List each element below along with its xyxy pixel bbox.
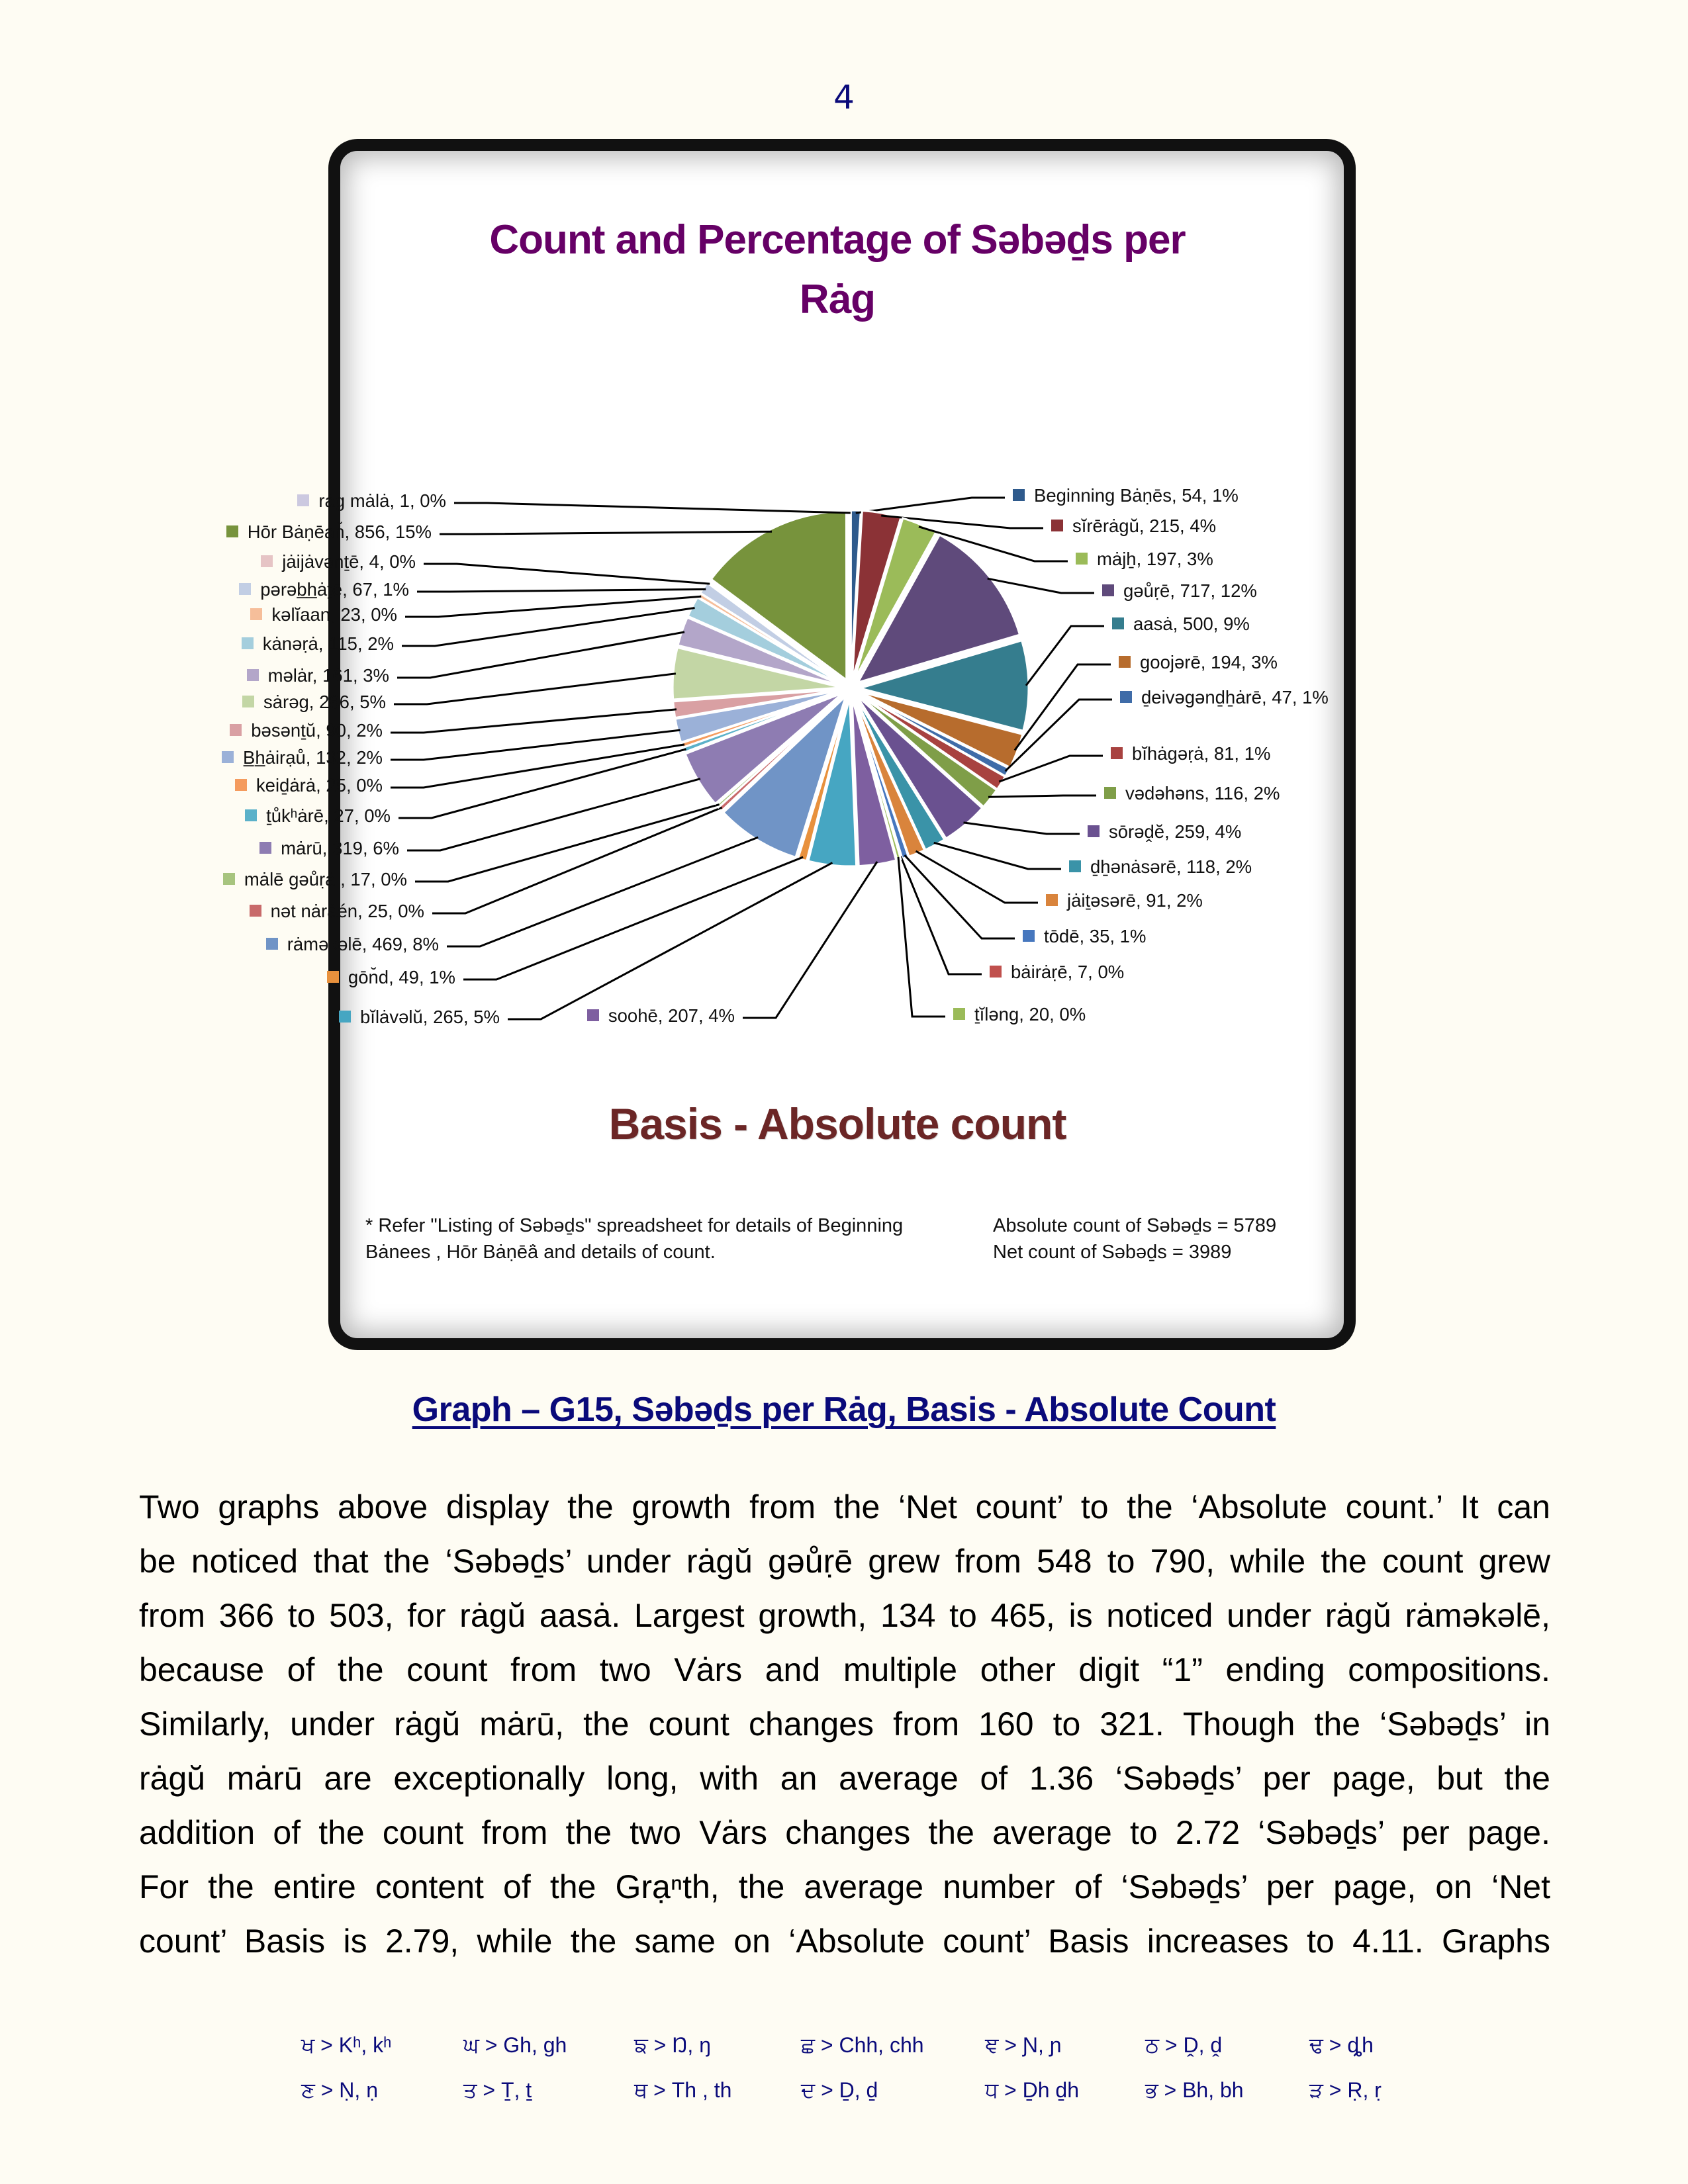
slice-label <box>245 805 391 827</box>
key-item: ਤ > Ṯ, ṯ <box>463 2078 532 2102</box>
slice-label-text: rȧg mȧlȧ, 1, 0% <box>318 490 446 511</box>
legend-swatch <box>239 583 251 595</box>
slice-label-text: ḏẖənȧsərē, 118, 2% <box>1090 856 1252 877</box>
leader-line <box>424 564 710 584</box>
legend-swatch <box>587 1009 599 1021</box>
slice-label-text: bȧirȧṛē, 7, 0% <box>1011 962 1125 982</box>
legend-swatch <box>339 1011 351 1023</box>
leader-line <box>391 745 684 788</box>
legend-swatch <box>242 637 254 649</box>
legend-swatch <box>990 966 1002 978</box>
slice-label-text: bəsənṯŭ, 90, 2% <box>251 720 383 741</box>
slice-label <box>250 900 424 923</box>
body-line: rȧgŭ mȧrū are exceptionally long, with an average of 1.36 ‘Səbəḏs’ per page, but the <box>139 1760 1550 1797</box>
key-item: ਠ > Ḓ, ḓ <box>1145 2033 1223 2057</box>
leader-line <box>440 531 772 534</box>
body-line: count’ Basis is 2.79, while the same on ‘Absolute count’ Basis increases to 4.11. Graphs <box>139 1923 1550 1960</box>
slice-label <box>1076 548 1213 570</box>
slice-label-text: mȧjẖ, 197, 3% <box>1097 549 1213 569</box>
legend-swatch <box>261 555 273 567</box>
footnote-line-1: * Refer "Listing of Səbəḏs" spreadsheet for details of Beginning <box>365 1215 904 1236</box>
leader-line <box>399 749 686 818</box>
leader-line <box>463 857 803 979</box>
slice-label-text: kȧnəṛȧ, 115, 2% <box>262 633 394 654</box>
slice-label <box>587 1005 735 1027</box>
slice-label <box>1023 925 1146 948</box>
slice-label <box>261 551 416 573</box>
leader-line <box>964 823 1080 834</box>
leader-line <box>407 779 700 850</box>
body-line: For the entire content of the Grạⁿth, the average number of ‘Səbəḏs’ per page, on ‘Net <box>139 1868 1550 1905</box>
legend-swatch <box>222 751 234 763</box>
legend-swatch <box>259 842 271 854</box>
legend-swatch <box>266 938 278 950</box>
body-paragraph <box>139 1480 1550 1968</box>
slice-label-text: jȧijȧvənṯē, 4, 0% <box>282 551 416 572</box>
leader-line <box>856 498 1005 513</box>
slice-label <box>1069 856 1252 878</box>
key-item: ੜ > Ṛ, ṛ <box>1309 2078 1382 2102</box>
slice-label-text: aasȧ, 500, 9% <box>1133 614 1250 634</box>
legend-swatch <box>230 724 242 736</box>
body-line: from 366 to 503, for rȧgŭ aasȧ. Largest growth, 134 to 465, is noticed under rȧgŭ rȧməkəlē, <box>139 1597 1550 1634</box>
page-number: 4 <box>833 78 855 116</box>
legend-swatch <box>1112 617 1124 629</box>
key-item: ਦ > Ḏ, ḏ <box>801 2078 878 2102</box>
slice-label <box>242 691 386 713</box>
slice-label-text: goojərē, 194, 3% <box>1140 652 1278 672</box>
slice-label <box>266 933 439 956</box>
legend-swatch <box>1120 691 1132 703</box>
slice-label <box>327 966 455 989</box>
slice-label-text: Beginning Bȧṇēs, 54, 1% <box>1034 485 1239 506</box>
legend-swatch <box>250 905 261 917</box>
slice-label-text: keiḏȧrȧ, 25, 0% <box>256 775 383 796</box>
leader-line <box>743 862 877 1018</box>
slice-label <box>297 490 446 512</box>
chart-title-line-2: Rȧg <box>799 277 876 322</box>
legend-swatch <box>1046 894 1058 906</box>
slice-label <box>339 1006 500 1028</box>
leader-line <box>1026 626 1104 686</box>
slice-label <box>1013 484 1239 507</box>
key-item: ਢ > ȡh <box>1309 2033 1374 2057</box>
slice-label-text: mȧlē gəůṛȧ , 17, 0% <box>244 869 407 889</box>
slice-label <box>250 604 397 626</box>
slice-label-text: məlȧr, 161, 3% <box>267 665 389 686</box>
leader-line <box>508 863 832 1019</box>
legend-swatch <box>247 669 259 681</box>
leader-line <box>454 503 851 513</box>
key-item: ਘ > Gh, gh <box>463 2033 567 2057</box>
legend-swatch <box>1088 825 1100 837</box>
absolute-count: Absolute count of Səbəḏs = 5789 <box>993 1215 1277 1236</box>
body-line: addition of the count from the two Vȧrs changes the average to 2.72 ‘Səbəḏs’ per page. <box>139 1814 1550 1851</box>
slice-label <box>1104 782 1280 805</box>
leader-line <box>898 857 945 1017</box>
legend-swatch <box>242 696 254 707</box>
legend-swatch <box>1111 747 1123 759</box>
slice-label <box>1119 651 1278 674</box>
slice-label <box>1051 515 1216 537</box>
legend-swatch <box>1076 553 1088 565</box>
slice-label-text: Hōr Bȧṇēȧn̆, 856, 15% <box>247 522 432 542</box>
slice-label <box>1046 889 1203 912</box>
slice-label-text: ṯĭləng, 20, 0% <box>974 1004 1086 1024</box>
slice-label-text: vədəhəns, 116, 2% <box>1125 783 1280 803</box>
legend-swatch <box>1013 489 1025 501</box>
slice-label-text: gəůṛē, 717, 12% <box>1123 580 1257 601</box>
legend-swatch <box>250 608 262 620</box>
slice-label <box>239 578 409 601</box>
key-item: ਧ > Ḏh ḏh <box>985 2078 1080 2102</box>
legend-swatch <box>1102 584 1114 596</box>
key-item: ਛ > Chh, chh <box>801 2033 924 2057</box>
slice-label-text: sȧrəg, 286, 5% <box>263 692 386 712</box>
slice-label <box>1088 821 1241 843</box>
slice-label <box>235 774 383 797</box>
slice-label-text: ḏeivəgənḏẖȧrē, 47, 1% <box>1141 687 1329 707</box>
key-item: ਖ > Kʰ, kʰ <box>301 2033 392 2057</box>
slice-label-text: pərəb̲h̲ȧṯē, 67, 1% <box>260 579 409 600</box>
slice-label <box>990 961 1124 983</box>
leader-line <box>447 837 758 946</box>
slice-label-text: sōrəḓĕ, 259, 4% <box>1109 821 1242 842</box>
legend-swatch <box>953 1008 965 1020</box>
leader-line <box>432 807 722 913</box>
slice-label <box>247 664 389 687</box>
slice-label <box>223 868 407 891</box>
leader-line <box>402 608 694 646</box>
slice-label-text: soohē, 207, 4% <box>608 1005 735 1026</box>
chart-title-line-1: Count and Percentage of Səbəḏs per <box>489 217 1186 263</box>
slice-label <box>1120 686 1329 709</box>
leader-line <box>397 632 684 678</box>
slice-label <box>222 747 383 769</box>
legend-swatch <box>1069 860 1081 872</box>
slice-label-text: ṯůkʰȧrē, 27, 0% <box>266 805 391 826</box>
leader-line <box>904 855 1015 938</box>
net-count: Net count of Səbəḏs = 3989 <box>993 1242 1232 1263</box>
body-line: be noticed that the ‘Səbəḏs’ under rȧgŭ gəůṛē grew from 548 to 790, while the count grew <box>139 1543 1550 1580</box>
slice-label-text: nət nȧrȧén, 25, 0% <box>270 901 424 921</box>
body-line: Similarly, under rȧgŭ mȧrū, the count changes from 160 to 321. Though the ‘Səbəḏs’ in <box>139 1706 1550 1743</box>
slice-label-text: gōn̆d, 49, 1% <box>348 967 455 987</box>
legend-swatch <box>235 779 247 791</box>
legend-swatch <box>1119 656 1131 668</box>
leader-line <box>417 589 706 592</box>
legend-swatch <box>245 809 257 821</box>
legend-swatch <box>327 971 339 983</box>
legend-swatch <box>226 525 238 537</box>
leader-line <box>394 674 676 704</box>
slice-label-text: mȧrū, 319, 6% <box>281 838 399 858</box>
key-item: ਞ > Ɲ, ɲ <box>985 2033 1062 2057</box>
leader-line <box>988 578 1094 593</box>
slice-label <box>1102 580 1257 602</box>
leader-line <box>901 856 982 974</box>
slice-label <box>230 719 383 742</box>
slice-label-text: bĭhȧgəṛȧ, 81, 1% <box>1132 743 1271 764</box>
leader-line <box>391 730 680 760</box>
body-line: because of the count from two Vȧrs and multiple other digit “1” ending compositions. <box>139 1651 1550 1688</box>
legend-swatch <box>1051 520 1063 531</box>
slice-label-text: B̲h̲ȧirạů, 132, 2% <box>243 747 383 768</box>
chart-totals <box>993 1212 1337 1265</box>
leader-line <box>916 851 1038 903</box>
slice-label <box>242 633 394 655</box>
key-item: ਙ > Ŋ, ŋ <box>634 2033 711 2057</box>
slice-label-text: sĭrērȧgŭ, 215, 4% <box>1072 516 1217 536</box>
legend-swatch <box>223 873 235 885</box>
slice-label-text: kəlĭaan, 23, 0% <box>271 604 397 625</box>
legend-swatch <box>1023 930 1035 942</box>
slice-label <box>226 521 432 543</box>
key-item: ਥ > Th , th <box>634 2078 732 2102</box>
slice-label-text: jȧiṯəsərē, 91, 2% <box>1067 890 1203 911</box>
leader-line <box>934 842 1061 869</box>
legend-swatch <box>297 494 309 506</box>
footnote-line-2: Bȧnees , Hōr Bȧṇēȧ̈ and details of count. <box>365 1242 716 1263</box>
legend-swatch <box>1104 787 1116 799</box>
slice-label-text: bĭlȧvəlŭ, 265, 5% <box>360 1007 500 1027</box>
leader-line <box>391 709 677 733</box>
slice-label <box>1112 613 1250 635</box>
slice-label <box>259 837 399 860</box>
slice-label <box>953 1003 1086 1026</box>
slice-label <box>1111 743 1270 765</box>
key-item: ਣ > Ṇ, ṇ <box>301 2078 378 2102</box>
key-item: ਭ > Bh, bh <box>1145 2078 1244 2102</box>
chart-subtitle: Basis - Absolute count <box>608 1099 1066 1148</box>
figure-caption: Graph – G15, Səbəḏs per Rȧg, Basis - Absolute Count <box>412 1390 1276 1429</box>
slice-label-text: tōdē, 35, 1% <box>1044 926 1147 946</box>
leader-line <box>988 796 1096 797</box>
slice-label-text: rȧməkəlē, 469, 8% <box>287 934 439 954</box>
body-line: Two graphs above display the growth from the ‘Net count’ to the ‘Absolute count.’ It can <box>139 1488 1550 1525</box>
chart-footnote <box>365 1212 961 1265</box>
